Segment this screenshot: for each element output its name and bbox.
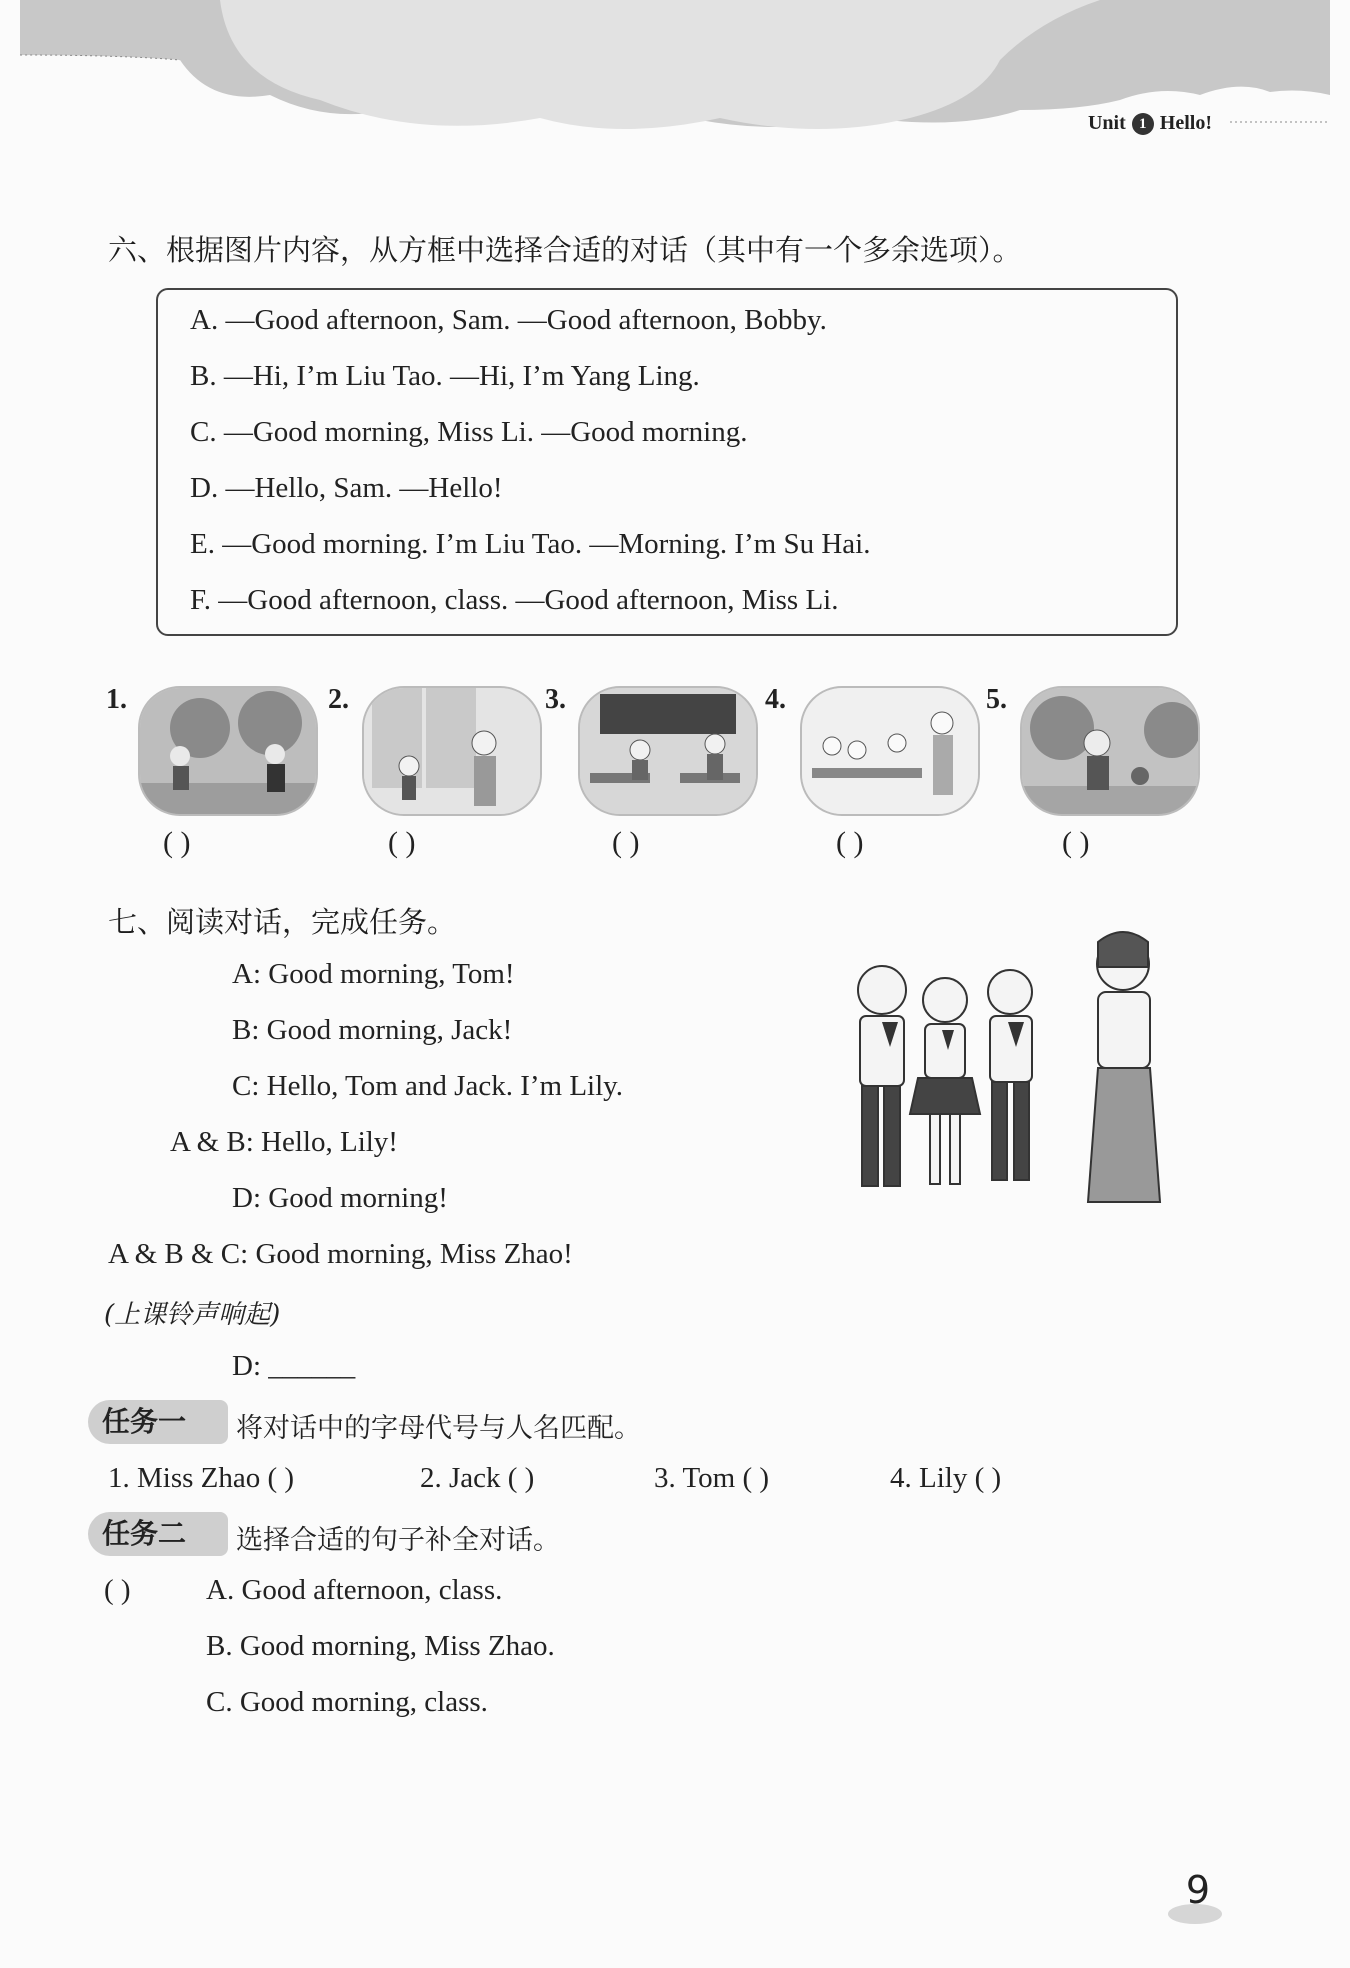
unit-label: Unit — [1087, 112, 1126, 134]
section-7-title: 七、阅读对话，完成任务。 — [108, 905, 457, 939]
task-1-item-lily[interactable]: 4. Lily ( ) — [890, 1462, 1002, 1494]
dialogue-line-4: A & B: Hello, Lily! — [170, 1126, 398, 1158]
answer-blank-3[interactable]: ( ) — [612, 826, 640, 859]
picture-number-2: 2. — [328, 684, 349, 715]
task-1-item-miss-zhao[interactable]: 1. Miss Zhao ( ) — [108, 1462, 295, 1494]
picture-5 — [1020, 686, 1200, 816]
option-a: A. —Good afternoon, Sam. —Good afternoon, Bobby. — [190, 304, 827, 336]
answer-blank-5[interactable]: ( ) — [1062, 826, 1090, 859]
unit-title: Hello! — [1159, 112, 1212, 134]
answer-blank-1[interactable]: ( ) — [163, 826, 191, 859]
task-1-tag: 任务一 — [88, 1400, 228, 1444]
picture-number-1: 1. — [106, 684, 127, 715]
picture-4 — [800, 686, 980, 816]
picture-1 — [138, 686, 318, 816]
option-b: B. —Hi, I’m Liu Tao. —Hi, I’m Yang Ling. — [190, 360, 700, 392]
teacher-and-students-illustration — [830, 922, 1200, 1222]
dialogue-options-box — [156, 288, 1178, 636]
dialogue-line-3: C: Hello, Tom and Jack. I’m Lily. — [232, 1070, 624, 1102]
option-d: D. —Hello, Sam. —Hello! — [190, 472, 503, 504]
dialogue-line-1: A: Good morning, Tom! — [232, 958, 515, 990]
picture-number-5: 5. — [986, 684, 1007, 715]
picture-number-4: 4. — [765, 684, 786, 715]
option-f: F. —Good afternoon, class. —Good afternoon, Miss Li. — [190, 584, 839, 616]
task-2-instruction: 选择合适的句子补全对话。 — [236, 1525, 560, 1556]
running-head — [1088, 112, 1212, 135]
task-2-choice-a: A. Good afternoon, class. — [206, 1574, 503, 1606]
answer-blank-2[interactable]: ( ) — [388, 826, 416, 859]
bell-rings-note: (上课铃声响起) — [104, 1300, 281, 1330]
section-6-title: 六、根据图片内容，从方框中选择合适的对话（其中有一个多余选项）。 — [108, 233, 1022, 267]
task-1-item-jack[interactable]: 2. Jack ( ) — [420, 1462, 535, 1494]
picture-3 — [578, 686, 758, 816]
dialogue-line-d-blank[interactable]: D: ______ — [232, 1350, 356, 1382]
page-number: 9 — [1185, 1868, 1210, 1912]
dialogue-line-2: B: Good morning, Jack! — [232, 1014, 513, 1046]
task-2-choice-b: B. Good morning, Miss Zhao. — [206, 1630, 555, 1662]
dialogue-line-5: D: Good morning! — [232, 1182, 448, 1214]
dialogue-line-6: A & B & C: Good morning, Miss Zhao! — [108, 1238, 573, 1270]
task-2-tag: 任务二 — [88, 1512, 228, 1556]
option-e: E. —Good morning. I’m Liu Tao. —Morning. I’m Su Hai. — [190, 528, 871, 560]
option-c: C. —Good morning, Miss Li. —Good morning. — [190, 416, 748, 448]
picture-number-3: 3. — [545, 684, 566, 715]
task-2-answer-blank[interactable]: ( ) — [104, 1574, 131, 1606]
picture-2 — [362, 686, 542, 816]
answer-blank-4[interactable]: ( ) — [836, 826, 864, 859]
unit-number-badge: 1 — [1132, 113, 1154, 135]
task-1-instruction: 将对话中的字母代号与人名匹配。 — [236, 1413, 641, 1444]
task-2-choice-c: C. Good morning, class. — [206, 1686, 488, 1718]
task-1-item-tom[interactable]: 3. Tom ( ) — [654, 1462, 770, 1494]
